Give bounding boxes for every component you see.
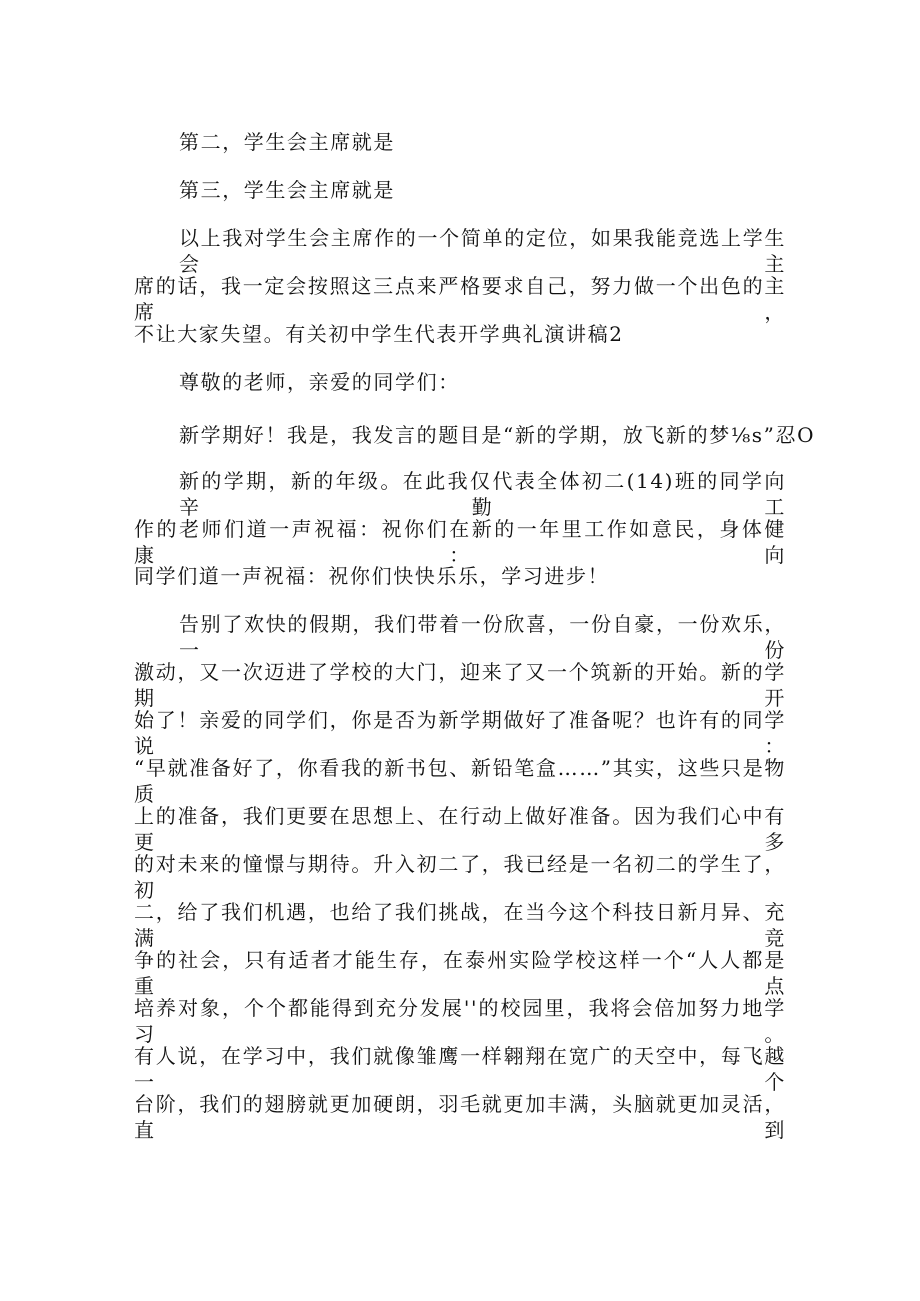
text-line: 争的社会，只有适者才能生存，在泰州实险学校这样一个“人人都是重点 — [134, 948, 786, 998]
text-line: 席的话，我一定会按照这三点来严格要求自己，努力做一个出色的主席， — [134, 274, 786, 324]
text-line: 新的学期，新的年级。在此我仅代表全体初二(14)班的同学向辛勤工 — [179, 469, 786, 519]
text-line: 有人说，在学习中，我们就像雏鹰一样翱翔在宽广的天空中，每飞越一个 — [134, 1044, 786, 1094]
text-line: 二，给了我们机遇，也给了我们挑战，在当今这个科技日新月异、充满竞 — [134, 900, 786, 950]
text-line: 同学们道一声祝福：祝你们快快乐乐，学习进步！ — [134, 564, 610, 588]
text-line: 尊敬的老师，亲爱的同学们： — [179, 370, 460, 394]
text-line: 第二，学生会主席就是 — [179, 130, 395, 154]
text-line: 的对未来的憧憬与期待。升入初二了，我已经是一名初二的学生了，初 — [134, 852, 786, 902]
text-line: 始了！亲爱的同学们，你是否为新学期做好了准备呢？也许有的同学说： — [134, 708, 786, 758]
text-line: 作的老师们道一声祝福：祝你们在新的一年里工作如意民，身体健康：向 — [134, 517, 786, 567]
text-line: 告别了欢快的假期，我们带着一份欣喜，一份自豪，一份欢乐，一份 — [179, 612, 786, 662]
text-line: 上的准备，我们更要在思想上、在行动上做好准备。因为我们心中有更多 — [134, 804, 786, 854]
text-line: 以上我对学生会主席作的一个简单的定位，如果我能竞选上学生会主 — [179, 226, 786, 276]
text-line: 台阶，我们的翅膀就更加硬朗，羽毛就更加丰满，头脑就更加灵活，直到 — [134, 1092, 786, 1142]
text-line: 第三，学生会主席就是 — [179, 178, 395, 202]
text-line: 不让大家失望。有关初中学生代表开学典礼演讲稿2 — [134, 322, 624, 346]
text-line: 新学期好！我是，我发言的题目是“新的学期，放飞新的梦⅛s”忍O — [179, 423, 816, 447]
text-line: “早就准备好了，你看我的新书包、新铅笔盒……”其实，这些只是物质 — [134, 756, 786, 806]
text-line: 激动，又一次迈进了学校的大门，迎来了又一个筑新的开始。新的学期开 — [134, 660, 786, 710]
text-line: 培养对象，个个都能得到充分发展''的校园里，我将会倍加努力地学习。 — [134, 996, 786, 1046]
